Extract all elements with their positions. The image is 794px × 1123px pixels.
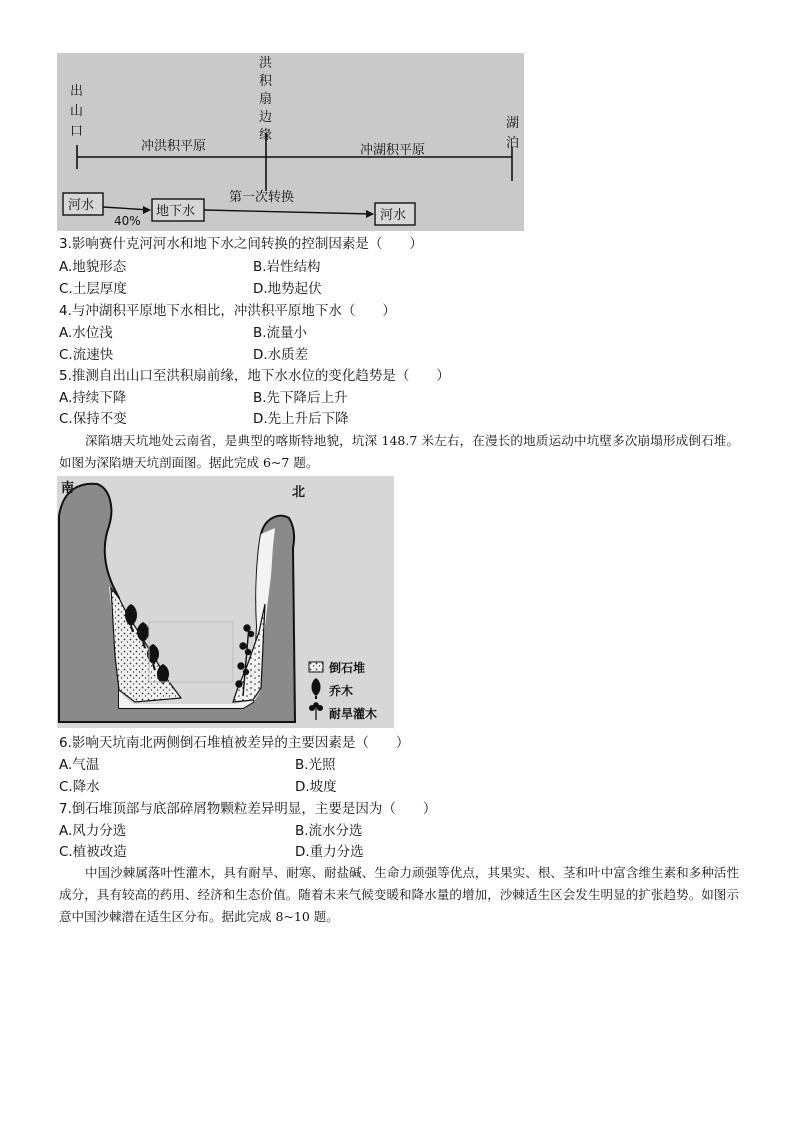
question-3-option-a[interactable]: A.地貌形态 <box>59 259 127 275</box>
tree-icon <box>312 678 321 696</box>
percent-label: 40% <box>114 214 141 228</box>
question-5-option-b[interactable]: B.先下降后上升 <box>253 390 348 406</box>
legend-tree-label: 乔木 <box>329 684 354 698</box>
north-label: 北 <box>292 485 306 500</box>
fan-edge-label-2: 积 <box>259 74 273 89</box>
question-6-stem: 6.影响天坑南北两侧倒石堆植被差异的主要因素是（ ） <box>59 735 410 751</box>
lacustrine-plain-label: 冲湖积平原 <box>360 143 426 158</box>
question-4-stem: 4.与冲湖积平原地下水相比，冲洪积平原地下水（ ） <box>59 303 396 319</box>
fan-edge-label-5: 缘 <box>259 128 273 143</box>
legend-shrub-label: 耐旱灌木 <box>329 707 378 721</box>
question-7-option-b[interactable]: B.流水分选 <box>295 823 363 839</box>
groundwater-conversion-figure <box>57 53 524 231</box>
lake-label-1: 湖 <box>506 116 520 131</box>
tiankeng-profile-figure <box>57 476 394 728</box>
tiankeng-cross-section <box>57 476 394 728</box>
fan-edge-label-1: 洪 <box>259 56 273 71</box>
outlet-label-1: 出 <box>70 84 84 99</box>
fan-edge-label-4: 边 <box>259 110 273 125</box>
question-5-option-a[interactable]: A.持续下降 <box>59 390 127 406</box>
question-3-option-b[interactable]: B.岩性结构 <box>253 259 321 275</box>
question-7-option-a[interactable]: A.风力分选 <box>59 823 127 839</box>
legend-talus-swatch <box>309 662 323 672</box>
question-7-stem: 7.倒石堆顶部与底部碎屑物颗粒差异明显，主要是因为（ ） <box>59 801 437 817</box>
river-water-label-2: 河水 <box>380 208 407 223</box>
question-6-option-c[interactable]: C.降水 <box>59 779 100 795</box>
conversion-diagram <box>57 53 524 231</box>
question-3-option-c[interactable]: C.土层厚度 <box>59 281 127 297</box>
shrub-icon <box>310 703 323 720</box>
south-label: 南 <box>61 481 75 496</box>
alluvial-plain-label: 冲洪积平原 <box>141 139 207 154</box>
question-6-option-b[interactable]: B.光照 <box>295 757 336 773</box>
question-3-option-d[interactable]: D.地势起伏 <box>253 281 322 297</box>
question-6-option-d[interactable]: D.坡度 <box>295 779 337 795</box>
groundwater-label: 地下水 <box>156 204 196 219</box>
question-6-option-a[interactable]: A.气温 <box>59 757 100 773</box>
south-talus-pile <box>111 588 181 702</box>
question-4-option-d[interactable]: D.水质差 <box>253 347 309 363</box>
question-5-stem: 5.推测自出山口至洪积扇前缘，地下水水位的变化趋势是（ ） <box>59 368 450 384</box>
river-water-label-1: 河水 <box>68 198 95 213</box>
outlet-label-2: 山 <box>70 104 84 119</box>
question-4-option-a[interactable]: A.水位浅 <box>59 325 113 341</box>
question-4-option-b[interactable]: B.流量小 <box>253 325 308 341</box>
question-5-option-d[interactable]: D.先上升后下降 <box>253 411 349 427</box>
legend <box>309 660 377 721</box>
fan-edge-label-3: 扇 <box>259 92 273 107</box>
question-5-option-c[interactable]: C.保持不变 <box>59 411 127 427</box>
seabuckthorn-intro-paragraph: 中国沙棘属落叶性灌木，具有耐旱、耐寒、耐盐碱、生命力顽强等优点，其果实、根、茎和叶中富含维生素和多种活性成分，具有较高的药用、经济和生态价值。随着未来气候变暖和降水量的增加，沙棘适生区会发生明显的扩张趋势。如图示意中国沙棘潜在适生区分布。据此完成 8~10 题。 <box>59 865 739 924</box>
question-3-stem: 3.影响赛什克河河水和地下水之间转换的控制因素是（ ） <box>59 236 423 252</box>
tiankeng-intro-paragraph: 深陷塘天坑地处云南省，是典型的喀斯特地貌，坑深 148.7 米左右，在漫长的地质运动中坑壁多次崩塌形成倒石堆。如图为深陷塘天坑剖面图。据此完成 6~7 题。 <box>59 433 739 470</box>
outlet-label-3: 口 <box>70 124 84 139</box>
arrow-river-to-groundwater <box>103 207 150 210</box>
arrow-groundwater-to-river <box>204 210 373 214</box>
lake-label-2: 泊 <box>506 136 520 151</box>
legend-talus-label: 倒石堆 <box>329 661 366 675</box>
question-7-option-d[interactable]: D.重力分选 <box>295 844 364 860</box>
first-conversion-label: 第一次转换 <box>229 190 295 205</box>
question-4-option-c[interactable]: C.流速快 <box>59 347 114 363</box>
question-7-option-c[interactable]: C.植被改造 <box>59 844 127 860</box>
